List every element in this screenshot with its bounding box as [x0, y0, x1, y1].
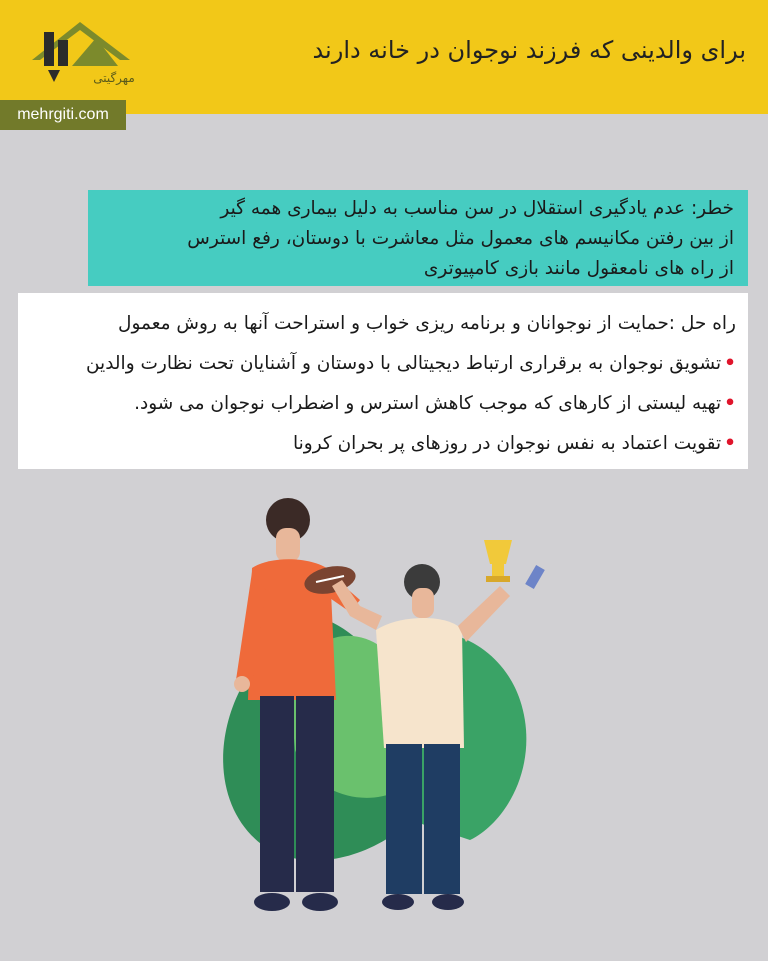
danger-line: خطر: عدم یادگیری استقلال در سن مناسب به دلیل بیماری همه گیر — [220, 198, 734, 219]
bullet-dot-icon: • — [724, 353, 736, 374]
danger-line: از راه های نامعقول مانند بازی کامپیوتری — [423, 258, 734, 279]
bullet-text: تشویق نوجوان به برقراری ارتباط دیجیتالی با دوستان و آشنایان تحت نظارت والدین — [85, 353, 722, 374]
father-son-trophy-illustration-icon — [200, 490, 580, 930]
solution-heading: راه حل :حمایت از نوجوانان و برنامه ریزی خواب و استراحت آنها به روش معمول — [118, 313, 736, 334]
page-title: برای والدینی که فرزند نوجوان در خانه دارند — [312, 36, 746, 64]
header-bar — [0, 0, 768, 114]
bullet-dot-icon: • — [724, 433, 736, 454]
solution-bullet-item — [30, 347, 736, 380]
bullet-dot-icon: • — [724, 393, 736, 414]
solution-section — [18, 293, 748, 469]
site-url-badge[interactable]: mehrgiti.com — [0, 100, 126, 130]
danger-line: از بین رفتن مکانیسم های معمول مثل معاشرت با دوستان، رفع استرس — [187, 228, 734, 249]
bullet-text: تقویت اعتماد به نفس نوجوان در روزهای پر بحران کرونا — [292, 433, 722, 454]
mehrgiti-logo-icon — [22, 12, 142, 92]
solution-bullet-item — [30, 387, 736, 420]
solution-bullet-item — [30, 427, 736, 460]
bullet-text: تهیه لیستی از کارهای که موجب کاهش استرس و اضطراب نوجوان می شود. — [134, 393, 722, 414]
danger-section — [88, 190, 748, 286]
logo-text: مهرگیتی — [93, 71, 135, 85]
